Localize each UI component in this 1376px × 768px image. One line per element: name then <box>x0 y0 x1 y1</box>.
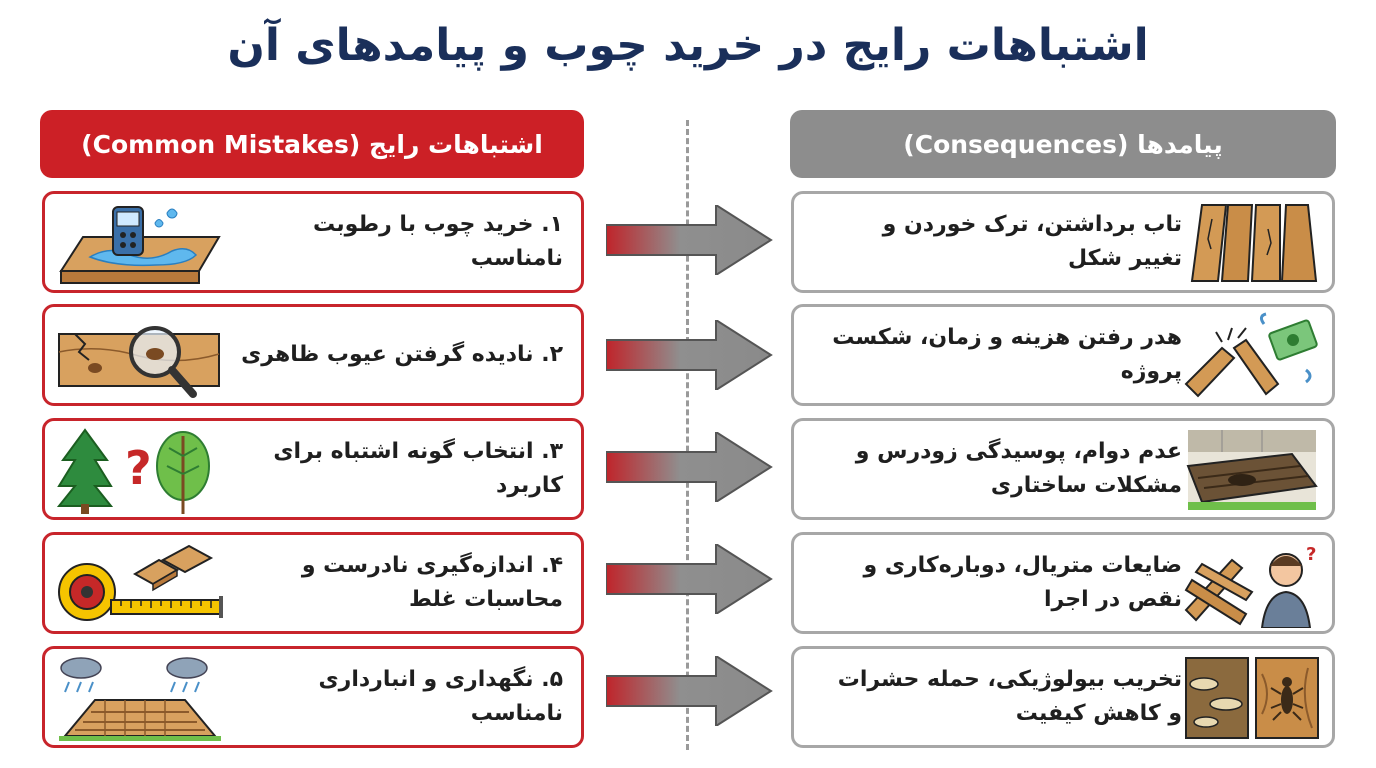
lumber-in-rain-icon <box>55 654 225 742</box>
arrow-right-4 <box>606 544 774 614</box>
magnifier-cracked-board-icon <box>55 312 225 400</box>
mistake-card-5 <box>42 646 584 748</box>
tree-question-icon <box>55 426 225 514</box>
mistake-text-4: ۴. اندازه‌گیری نادرست و محاسبات غلط <box>301 553 563 612</box>
consequence-text-1: تاب برداشتن، ترک خوردن و تغییر شکل <box>882 212 1182 271</box>
consequence-text-3: عدم دوام، پوسیدگی زودرس و مشکلات ساختاری <box>855 439 1182 498</box>
arrow-right-1 <box>606 205 774 275</box>
mistake-card-2 <box>42 304 584 406</box>
consequence-card-2 <box>791 304 1335 406</box>
consequences-header <box>790 110 1336 178</box>
arrow-right-5 <box>606 656 774 726</box>
consequence-card-5 <box>791 646 1335 748</box>
consequences-header-label: پیامدها (Consequences) <box>903 129 1223 159</box>
mistake-text-5: ۵. نگهداری و انبارداری نامناسب <box>318 667 563 726</box>
mistake-card-1 <box>42 191 584 293</box>
rotten-deck-icon <box>1182 426 1322 514</box>
warped-planks-icon <box>1182 199 1322 287</box>
svg-text:?: ? <box>125 441 152 495</box>
broken-plank-money-icon <box>1182 312 1322 400</box>
consequence-card-1 <box>791 191 1335 293</box>
arrow-right-3 <box>606 432 774 502</box>
mistake-text-1: ۱. خرید چوب با رطوبت نامناسب <box>313 212 563 271</box>
mistake-card-4 <box>42 532 584 634</box>
fungus-termite-icon <box>1182 654 1322 742</box>
page-title: اشتباهات رایج در خرید چوب و پیامدهای آن <box>227 20 1149 71</box>
moisture-meter-wet-board-icon <box>55 199 225 287</box>
consequence-card-4 <box>791 532 1335 634</box>
tape-measure-icon <box>55 540 225 628</box>
wood-scraps-confused-person-icon <box>1182 540 1322 628</box>
mistake-text-3: ۳. انتخاب گونه اشتباه برای کاربرد <box>273 439 563 498</box>
mistakes-header <box>40 110 584 178</box>
svg-text:?: ? <box>1306 544 1317 565</box>
arrow-right-2 <box>606 320 774 390</box>
consequence-text-4: ضایعات متریال، دوباره‌کاری و نقص در اجرا <box>863 553 1182 612</box>
consequence-card-3 <box>791 418 1335 520</box>
mistake-text-2: ۲. نادیده گرفتن عیوب ظاهری <box>241 342 563 367</box>
consequence-text-5: تخریب بیولوژیکی، حمله حشرات و کاهش کیفیت <box>837 667 1182 726</box>
consequence-text-2: هدر رفتن هزینه و زمان، شکست پروژه <box>832 325 1182 384</box>
mistake-card-3 <box>42 418 584 520</box>
mistakes-header-label: اشتباهات رایج (Common Mistakes) <box>81 129 543 159</box>
